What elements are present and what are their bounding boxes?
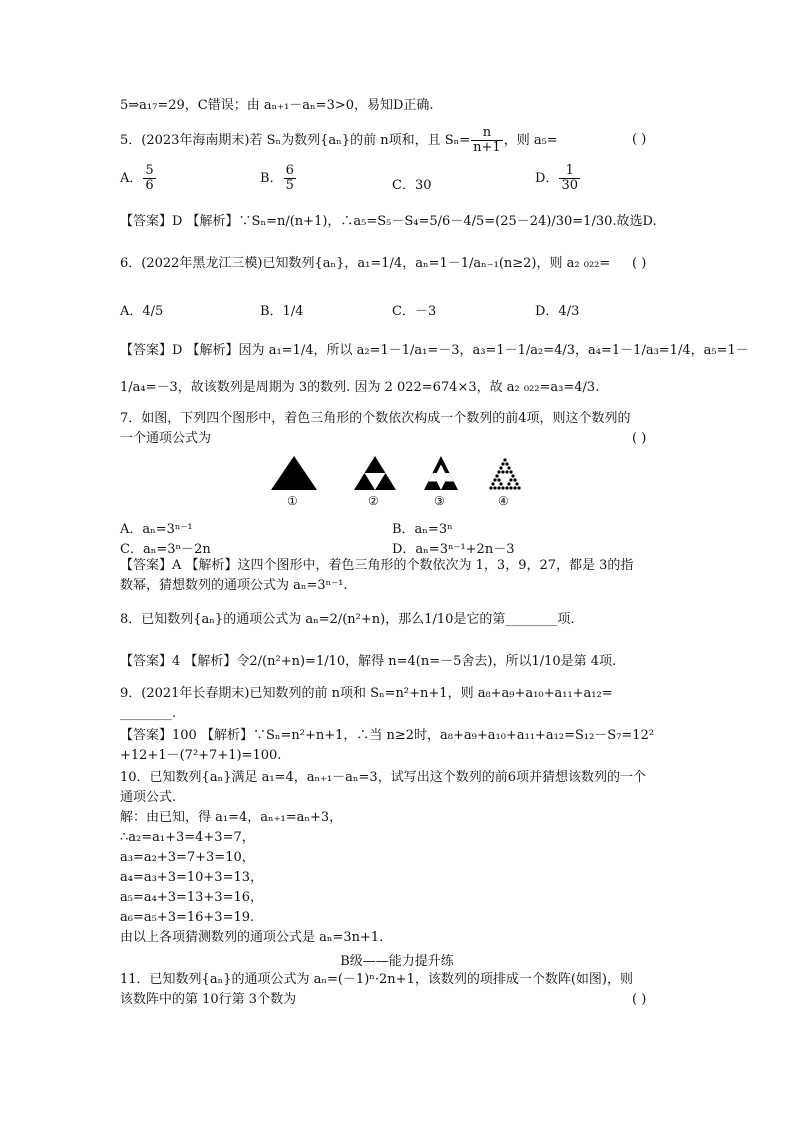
q5-option-b: B． $\frac{6}{5}$ <box>260 163 294 193</box>
question-10-line2: 通项公式. <box>120 790 177 805</box>
figure-label-1: ① <box>287 494 298 508</box>
sierpinski-figures <box>260 452 550 512</box>
q6-option-d: D．4/3 <box>535 304 580 319</box>
q10-solution-1: 解：由已知，得 a₁=4，aₙ₊₁=aₙ+3， <box>120 810 343 825</box>
q6-option-c: C．－3 <box>392 304 437 319</box>
q5-answer-paren: ( ) <box>632 132 647 147</box>
q11-answer-paren: ( ) <box>632 992 647 1007</box>
q10-solution-6: a₆=a₅+3=16+3=19. <box>120 910 255 925</box>
q5-option-c: C．30 <box>392 178 432 193</box>
triangle-figure-1 <box>271 456 317 490</box>
q6-answer-paren: ( ) <box>632 256 647 271</box>
question-5 <box>120 126 558 155</box>
q7-answer-line1: 【答案】A 【解析】这四个图形中，着色三角形的个数依次为 1，3，9，27，都是 3的指 <box>120 558 634 573</box>
figure-label-2: ② <box>368 494 379 508</box>
question-9-line2: ________. <box>120 706 177 721</box>
question-11-line1: 11．已知数列{aₙ}的通项公式为 aₙ=(－1)ⁿ·2n+1，该数列的项排成一个数阵(如图)，则 <box>120 972 633 987</box>
q9-answer-line1: 【答案】100 【解析】∵Sₙ=n²+n+1，∴当 n≥2时，a₈+a₉+a₁₀+a₁₁+a₁₂=S₁₂－S₇=12² <box>120 728 655 743</box>
q5-answer: 【答案】D 【解析】∵Sₙ=n/(n+1)，∴a₅=S₅－S₄=5/6－4/5=(25－24)/30=1/30.故选D. <box>120 214 657 229</box>
q10-solution-7: 由以上各项猜测数列的通项公式是 aₙ=3n+1. <box>120 930 384 945</box>
q10-solution-2: ∴a₂=a₁+3=4+3=7， <box>120 830 255 845</box>
q9-answer-line2: +12+1－(7²+7+1)=100. <box>120 748 282 763</box>
q7-option-d: D．aₙ=3ⁿ⁻¹+2n－3 <box>392 542 515 557</box>
figure-label-3: ③ <box>434 494 445 508</box>
question-8: 8．已知数列{aₙ}的通项公式为 aₙ=2/(n²+n)，那么1/10是它的第________项. <box>120 612 575 627</box>
q6-answer-line2: 1/a₄=－3，故该数列是周期为 3的数列. 因为 2 022=674×3，故 a₂ ₀₂₂=a₃=4/3. <box>120 380 600 395</box>
section-heading: B级——能力提升练 <box>340 954 454 969</box>
q7-answer-line2: 数幂，猜想数列的通项公式为 aₙ=3ⁿ⁻¹. <box>120 578 348 593</box>
figure-label-4: ④ <box>498 494 509 508</box>
q10-solution-4: a₄=a₃+3=10+3=13， <box>120 870 264 885</box>
q7-option-a: A．aₙ=3ⁿ⁻¹ <box>120 522 193 537</box>
q5-option-a: A． $\frac{5}{6}$ <box>120 163 154 193</box>
question-6: 6．(2022年黑龙江三模)已知数列{aₙ}，a₁=1/4，aₙ=1－1/aₙ₋₁(n≥2)，则 a₂ ₀₂₂= <box>120 256 611 271</box>
q5-tail: ，则 a₅= <box>503 133 558 148</box>
question-9-line1: 9．(2021年长春期末)已知数列的前 n项和 Sₙ=n²+n+1，则 a₈+a₉+a₁₀+a₁₁+a₁₂= <box>120 686 613 701</box>
q7-answer-paren: ( ) <box>632 431 647 446</box>
question-11-line2: 该数阵中的第 10行第 3个数为 <box>120 992 297 1007</box>
question-7-line2: 一个通项公式为 <box>120 431 212 446</box>
line-q4-end: 5⇒a₁₇=29，C错误；由 aₙ₊₁－aₙ=3>0，易知D正确. <box>120 98 434 113</box>
question-10-line1: 10．已知数列{aₙ}满足 a₁=4，aₙ₊₁－aₙ=3，试写出这个数列的前6项并猜想该数列的一个 <box>120 770 646 785</box>
q5-fraction: $\frac{n}{n+1}$ <box>473 125 501 155</box>
question-7-line1: 7．如图，下列四个图形中，着色三角形的个数依次构成一个数列的前4项，则这个数列的 <box>120 411 631 426</box>
q10-solution-5: a₅=a₄+3=13+3=16， <box>120 890 264 905</box>
q10-solution-3: a₃=a₂+3=7+3=10， <box>120 850 255 865</box>
triangle-figure-3 <box>424 456 458 490</box>
q6-option-b: B．1/4 <box>260 304 304 319</box>
triangle-figure-4 <box>489 458 520 489</box>
q5-stem: 5．(2023年海南期末)若 Sₙ为数列{aₙ}的前 n项和，且 Sₙ= <box>120 133 471 148</box>
q5-option-d: D． $\frac{1}{30}$ <box>535 163 578 193</box>
q6-option-a: A．4/5 <box>120 304 164 319</box>
triangle-figure-2 <box>354 456 396 490</box>
q7-option-c: C．aₙ=3ⁿ－2n <box>120 542 211 557</box>
q8-answer: 【答案】4 【解析】令2/(n²+n)=1/10，解得 n=4(n=－5舍去)，所以1/10是第 4项. <box>120 654 617 669</box>
q7-option-b: B．aₙ=3ⁿ <box>392 522 453 537</box>
sierpinski-triangles <box>260 452 550 494</box>
q6-answer-line1: 【答案】D 【解析】因为 a₁=1/4，所以 a₂=1－1/a₁=－3，a₃=1－1/a₂=4/3，a₄=1－1/a₃=1/4，a₅=1－ <box>120 343 749 358</box>
